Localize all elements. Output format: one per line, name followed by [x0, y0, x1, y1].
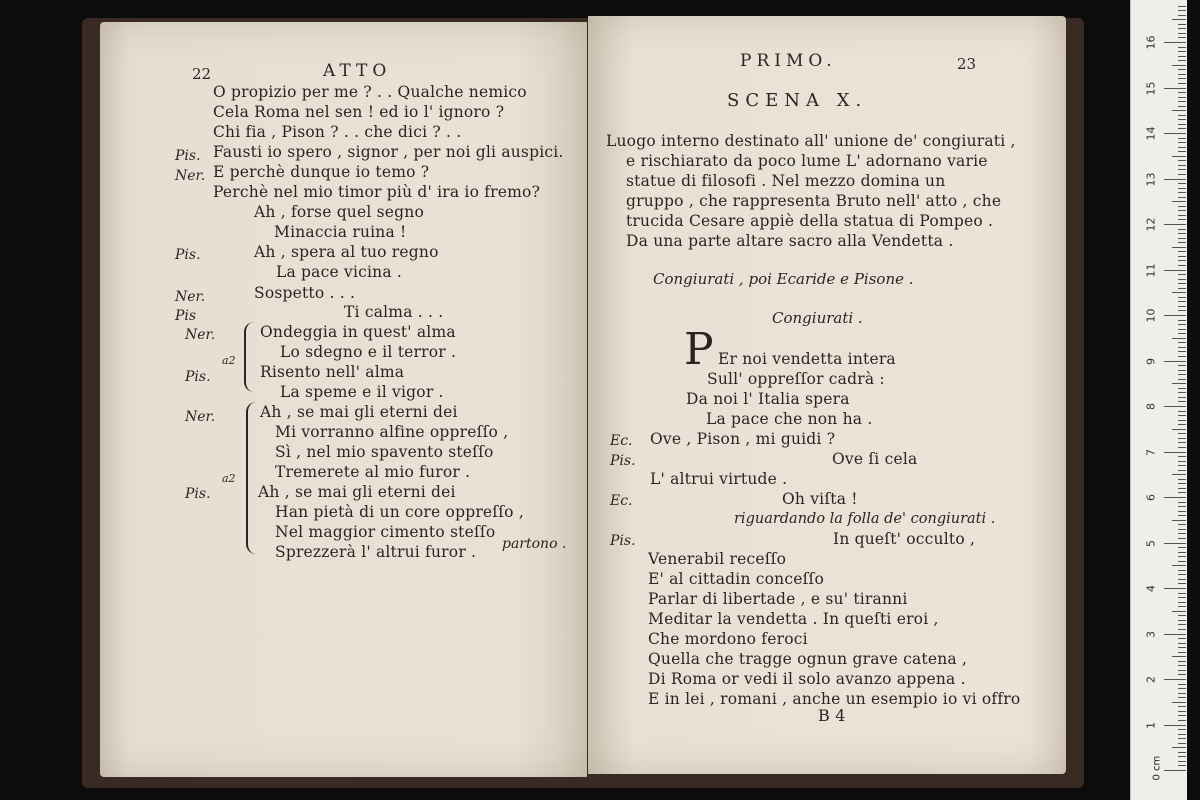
ruler-tick [1178, 256, 1186, 257]
ruler-tick [1178, 447, 1186, 448]
speaker-label: Pis. [610, 453, 636, 469]
ruler-tick [1178, 729, 1186, 730]
ruler-tick [1178, 197, 1186, 198]
description-line: Da una parte altare sacro alla Vendetta . [626, 232, 954, 250]
verse-line: Er noi vendetta intera [718, 350, 896, 368]
ruler-tick [1178, 242, 1186, 243]
ruler-tick [1178, 115, 1186, 116]
speaker-label: Ec. [610, 433, 633, 449]
verse-line: E perchè dunque io temo ? [213, 163, 430, 181]
ruler-tick [1178, 583, 1186, 584]
verse-line: Tremerete al mio furor . [275, 463, 471, 481]
ruler-tick [1164, 452, 1186, 453]
ruler-tick [1178, 33, 1186, 34]
ruler-tick [1178, 684, 1186, 685]
ruler-tick [1164, 543, 1186, 544]
ruler-tick [1178, 552, 1186, 553]
ruler-tick [1178, 479, 1186, 480]
ruler-tick [1178, 506, 1186, 507]
ruler-tick [1164, 634, 1186, 635]
ruler-tick [1178, 342, 1186, 343]
ruler-tick [1178, 297, 1186, 298]
ruler-tick [1172, 292, 1186, 293]
verse-line: Risento nell' alma [260, 363, 405, 381]
ruler-tick [1164, 270, 1186, 271]
ruler-tick [1178, 206, 1186, 207]
ruler-tick [1178, 606, 1186, 607]
ruler-tick [1178, 347, 1186, 348]
left-page-number: 22 [192, 65, 212, 83]
ruler-tick [1178, 661, 1186, 662]
verse-line: La pace che non ha . [706, 410, 873, 428]
ruler-tick [1178, 647, 1186, 648]
duet-brace [244, 322, 256, 392]
ruler-tick [1178, 424, 1186, 425]
ruler-tick [1178, 329, 1186, 330]
ruler-tick [1178, 529, 1186, 530]
ruler-tick [1164, 133, 1186, 134]
verse-line: L' altrui virtude . [650, 470, 788, 488]
ruler-tick [1172, 65, 1186, 66]
verse-line: Ah , se mai gli eterni dei [260, 403, 458, 421]
ruler-tick [1164, 179, 1186, 180]
verse-line: Parlar di libertade , e su' tiranni [648, 590, 908, 608]
ruler-tick [1178, 69, 1186, 70]
verse-line: Ah , forse quel segno [254, 203, 425, 221]
verse-line: Ondeggia in quest' alma [260, 323, 456, 341]
ruler-tick [1178, 6, 1186, 7]
ruler-tick [1178, 351, 1186, 352]
ruler-number: 10 [1144, 308, 1158, 323]
ruler-tick [1172, 520, 1186, 521]
ruler-tick [1178, 629, 1186, 630]
ruler-tick [1178, 37, 1186, 38]
ruler-tick [1178, 597, 1186, 598]
ruler-tick [1178, 556, 1186, 557]
verse-line: Da noi l' Italia spera [686, 390, 850, 408]
verse-line: O propizio per me ? . . Qualche nemico [213, 83, 527, 101]
speaker-label: Pis [175, 308, 197, 324]
ruler-tick [1172, 156, 1186, 157]
stage-direction: partono . [502, 536, 567, 552]
description-line: gruppo , che rappresenta Bruto nell' atto , che [626, 192, 1002, 210]
speaker-label: Pis. [185, 369, 211, 385]
left-running-head: ATTO [323, 61, 392, 81]
ruler-tick [1172, 383, 1186, 384]
ruler-tick [1178, 415, 1186, 416]
ruler-tick [1178, 570, 1186, 571]
ruler-tick [1178, 119, 1186, 120]
description-line: trucida Cesare appiè della statua di Pompeo . [626, 212, 994, 230]
verse-line: Ah , se mai gli eterni dei [258, 483, 456, 501]
verse-line: Meditar la vendetta . In queſti eroi , [648, 610, 939, 628]
ruler-number: 16 [1144, 35, 1158, 50]
ruler-number: 11 [1144, 263, 1158, 277]
ruler-tick [1172, 201, 1186, 202]
verse-line: Minaccia ruina ! [274, 223, 407, 241]
ruler-tick [1178, 638, 1186, 639]
ruler-tick [1178, 433, 1186, 434]
ruler-number: 4 [1144, 585, 1158, 592]
ruler-tick [1178, 738, 1186, 739]
ruler-tick [1178, 665, 1186, 666]
ruler-tick [1178, 356, 1186, 357]
ruler-tick [1178, 83, 1186, 84]
verse-line: Ah , spera al tuo regno [254, 243, 439, 261]
ruler-tick [1178, 502, 1186, 503]
duet-brace [246, 402, 258, 554]
ruler-tick [1178, 10, 1186, 11]
description-line: statue di filosofi . Nel mezzo domina un [626, 172, 946, 190]
ruler-tick [1178, 138, 1186, 139]
verse-line: Cela Roma nel sen ! ed io l' ignoro ? [213, 103, 505, 121]
ruler-tick [1178, 765, 1186, 766]
ruler-number: 12 [1144, 217, 1158, 232]
ruler-tick [1178, 174, 1186, 175]
verse-line: Ove , Pison , mi guidi ? [650, 430, 836, 448]
ruler-number: 2 [1144, 676, 1158, 683]
ruler-tick [1178, 101, 1186, 102]
speaker-label: Ner. [175, 168, 206, 184]
verse-line: La pace vicina . [276, 263, 403, 281]
ruler-tick [1178, 60, 1186, 61]
ruler-number: 1 [1144, 721, 1158, 729]
verse-line: Di Roma or vedi il solo avanzo appena . [648, 670, 966, 688]
ruler-tick [1178, 752, 1186, 753]
ruler-tick [1178, 78, 1186, 79]
ruler-tick [1178, 265, 1186, 266]
ruler-tick [1178, 74, 1186, 75]
ruler-tick [1178, 461, 1186, 462]
verse-line: Sì , nel mio spavento steſſo [275, 443, 494, 461]
ruler-tick [1178, 547, 1186, 548]
ruler-tick [1178, 238, 1186, 239]
ruler-tick [1178, 142, 1186, 143]
ruler-tick [1178, 97, 1186, 98]
ruler-tick [1178, 574, 1186, 575]
ruler-tick [1164, 224, 1186, 225]
ruler-tick [1178, 51, 1186, 52]
ruler-tick [1178, 233, 1186, 234]
ruler-tick [1172, 474, 1186, 475]
ruler-tick [1178, 165, 1186, 166]
verse-line: Perchè nel mio timor più d' ira io fremo? [213, 183, 541, 201]
chorus-heading: Congiurati . [772, 309, 863, 327]
ruler-tick [1178, 397, 1186, 398]
ruler-tick [1178, 192, 1186, 193]
ruler-tick [1178, 251, 1186, 252]
ruler-tick [1178, 47, 1186, 48]
verse-line: Ove ſi cela [832, 450, 918, 468]
ruler-tick [1178, 593, 1186, 594]
ruler-tick [1178, 160, 1186, 161]
ruler-tick [1178, 215, 1186, 216]
verse-line: Ti calma . . . [344, 303, 444, 321]
ruler-tick [1178, 579, 1186, 580]
ruler-tick [1172, 338, 1186, 339]
ruler-tick [1172, 611, 1186, 612]
ruler-tick [1178, 734, 1186, 735]
ruler-tick [1164, 588, 1186, 589]
signature-mark: B 4 [818, 706, 846, 725]
ruler-tick [1178, 511, 1186, 512]
ruler-tick [1178, 183, 1186, 184]
a2-mark: a2 [222, 354, 236, 367]
ruler-tick [1178, 720, 1186, 721]
verse-line: Venerabil receſſo [648, 550, 787, 568]
ruler-tick [1178, 602, 1186, 603]
ruler-tick [1178, 515, 1186, 516]
speaker-label: Pis. [175, 247, 201, 263]
speaker-label: Ner. [185, 327, 216, 343]
ruler-tick [1178, 169, 1186, 170]
speaker-label: Ner. [185, 409, 216, 425]
ruler-tick [1172, 747, 1186, 748]
ruler-tick [1164, 406, 1186, 407]
verse-line: Han pietà di un core oppreſſo , [275, 503, 524, 521]
verse-line: Oh viſta ! [782, 490, 858, 508]
ruler-tick [1178, 310, 1186, 311]
ruler-tick [1178, 538, 1186, 539]
ruler-number: 13 [1144, 172, 1158, 186]
ruler-tick [1178, 374, 1186, 375]
ruler-tick [1178, 288, 1186, 289]
speaker-label: Pis. [185, 486, 211, 502]
drop-cap: P [684, 324, 714, 375]
ruler-tick [1178, 711, 1186, 712]
ruler-tick [1178, 279, 1186, 280]
ruler-tick [1178, 411, 1186, 412]
ruler-tick [1178, 147, 1186, 148]
ruler-tick [1178, 92, 1186, 93]
right-page-number: 23 [957, 55, 977, 73]
ruler-tick [1178, 465, 1186, 466]
verse-line: Fausti io spero , signor , per noi gli auspici. [213, 143, 564, 161]
ruler-tick [1172, 247, 1186, 248]
ruler-tick [1178, 488, 1186, 489]
ruler-number: 8 [1144, 403, 1158, 410]
ruler-tick [1164, 497, 1186, 498]
ruler-tick [1164, 361, 1186, 362]
ruler-tick [1178, 670, 1186, 671]
ruler-tick [1178, 370, 1186, 371]
ruler-tick [1178, 470, 1186, 471]
verse-line: Sull' oppreſſor cadrà : [707, 370, 885, 388]
verse-line: E in lei , romani , anche un esempio io vi offro [648, 690, 1021, 708]
ruler-tick [1178, 615, 1186, 616]
ruler-tick [1178, 420, 1186, 421]
ruler-tick [1178, 56, 1186, 57]
ruler-tick [1178, 483, 1186, 484]
ruler-tick [1178, 492, 1186, 493]
speaker-label: Ner. [175, 289, 206, 305]
ruler-tick [1178, 283, 1186, 284]
ruler-tick [1164, 88, 1186, 89]
verse-line: Mi vorranno alfine oppreſſo , [275, 423, 509, 441]
ruler-tick [1178, 379, 1186, 380]
ruler-tick [1178, 306, 1186, 307]
ruler-number: 15 [1144, 81, 1158, 95]
verse-line: Che mordono feroci [648, 630, 808, 648]
ruler-number: 9 [1144, 357, 1158, 365]
ruler-tick [1178, 324, 1186, 325]
ruler-tick [1164, 770, 1186, 771]
verse-line: Lo sdegno e il terror . [280, 343, 457, 361]
ruler-tick [1178, 438, 1186, 439]
ruler-number: 6 [1144, 494, 1158, 501]
speaker-label: Ec. [610, 493, 633, 509]
ruler-tick [1178, 456, 1186, 457]
ruler-unit-label: 0 cm [1151, 755, 1163, 781]
ruler-tick [1178, 388, 1186, 389]
ruler-tick [1178, 128, 1186, 129]
ruler-tick [1164, 725, 1186, 726]
ruler-tick [1164, 679, 1186, 680]
ruler-tick [1178, 442, 1186, 443]
ruler-tick [1172, 110, 1186, 111]
ruler-tick [1178, 274, 1186, 275]
ruler-tick [1178, 706, 1186, 707]
verse-line: E' al cittadin conceſſo [648, 570, 825, 588]
speaker-label: Pis. [610, 533, 636, 549]
ruler-tick [1178, 533, 1186, 534]
scene-title: SCENA X. [727, 90, 868, 111]
description-line: Luogo interno destinato all' unione de' congiurati , [606, 132, 1016, 150]
ruler-tick [1172, 19, 1186, 20]
right-running-head: PRIMO. [740, 51, 837, 71]
ruler-tick [1178, 697, 1186, 698]
ruler-tick [1172, 429, 1186, 430]
ruler-tick [1178, 688, 1186, 689]
verse-line: Nel maggior cimento steſſo [275, 523, 496, 541]
ruler-tick [1178, 743, 1186, 744]
ruler-tick [1178, 151, 1186, 152]
ruler-tick [1178, 106, 1186, 107]
ruler-tick [1178, 561, 1186, 562]
ruler-tick [1178, 756, 1186, 757]
ruler-tick [1178, 188, 1186, 189]
ruler-tick [1178, 219, 1186, 220]
a2-mark: a2 [222, 472, 236, 485]
ruler-tick [1178, 210, 1186, 211]
ruler-tick [1172, 565, 1186, 566]
verse-line: Chi fia , Pison ? . . che dici ? . . [213, 123, 462, 141]
ruler-tick [1178, 652, 1186, 653]
ruler-tick [1178, 28, 1186, 29]
ruler-tick [1178, 365, 1186, 366]
description-line: e rischiarato da poco lume L' adornano varie [626, 152, 988, 170]
ruler-tick [1178, 624, 1186, 625]
verse-line: La speme e il vigor . [280, 383, 444, 401]
ruler-tick [1178, 333, 1186, 334]
ruler-tick [1178, 401, 1186, 402]
ruler-tick [1178, 674, 1186, 675]
verse-line: Quella che tragge ognun grave catena , [648, 650, 968, 668]
ruler-tick [1172, 656, 1186, 657]
ruler-number: 3 [1144, 630, 1158, 638]
stage-direction: riguardando la folla de' congiurati . [734, 511, 996, 527]
ruler-tick [1178, 524, 1186, 525]
ruler-tick [1178, 761, 1186, 762]
ruler-tick [1178, 15, 1186, 16]
ruler-tick [1178, 620, 1186, 621]
characters-line: Congiurati , poi Ecaride e Pisone . [653, 270, 914, 288]
ruler-tick [1178, 124, 1186, 125]
ruler-tick [1178, 301, 1186, 302]
ruler-number: 5 [1144, 539, 1158, 547]
verse-line: In queſt' occulto , [833, 530, 976, 548]
ruler-tick [1178, 715, 1186, 716]
ruler-tick [1178, 24, 1186, 25]
ruler-number: 7 [1144, 448, 1158, 456]
verse-line: Sprezzerà l' altrui furor . [275, 543, 477, 561]
ruler-tick [1178, 643, 1186, 644]
ruler-tick [1164, 42, 1186, 43]
ruler-number: 14 [1144, 126, 1158, 141]
ruler-tick [1164, 315, 1186, 316]
ruler-tick [1178, 320, 1186, 321]
ruler-tick [1178, 693, 1186, 694]
speaker-label: Pis. [175, 148, 201, 164]
verse-line: Sospetto . . . [254, 284, 356, 302]
ruler-tick [1178, 260, 1186, 261]
ruler-tick [1178, 229, 1186, 230]
ruler-tick [1178, 392, 1186, 393]
ruler-tick [1172, 702, 1186, 703]
